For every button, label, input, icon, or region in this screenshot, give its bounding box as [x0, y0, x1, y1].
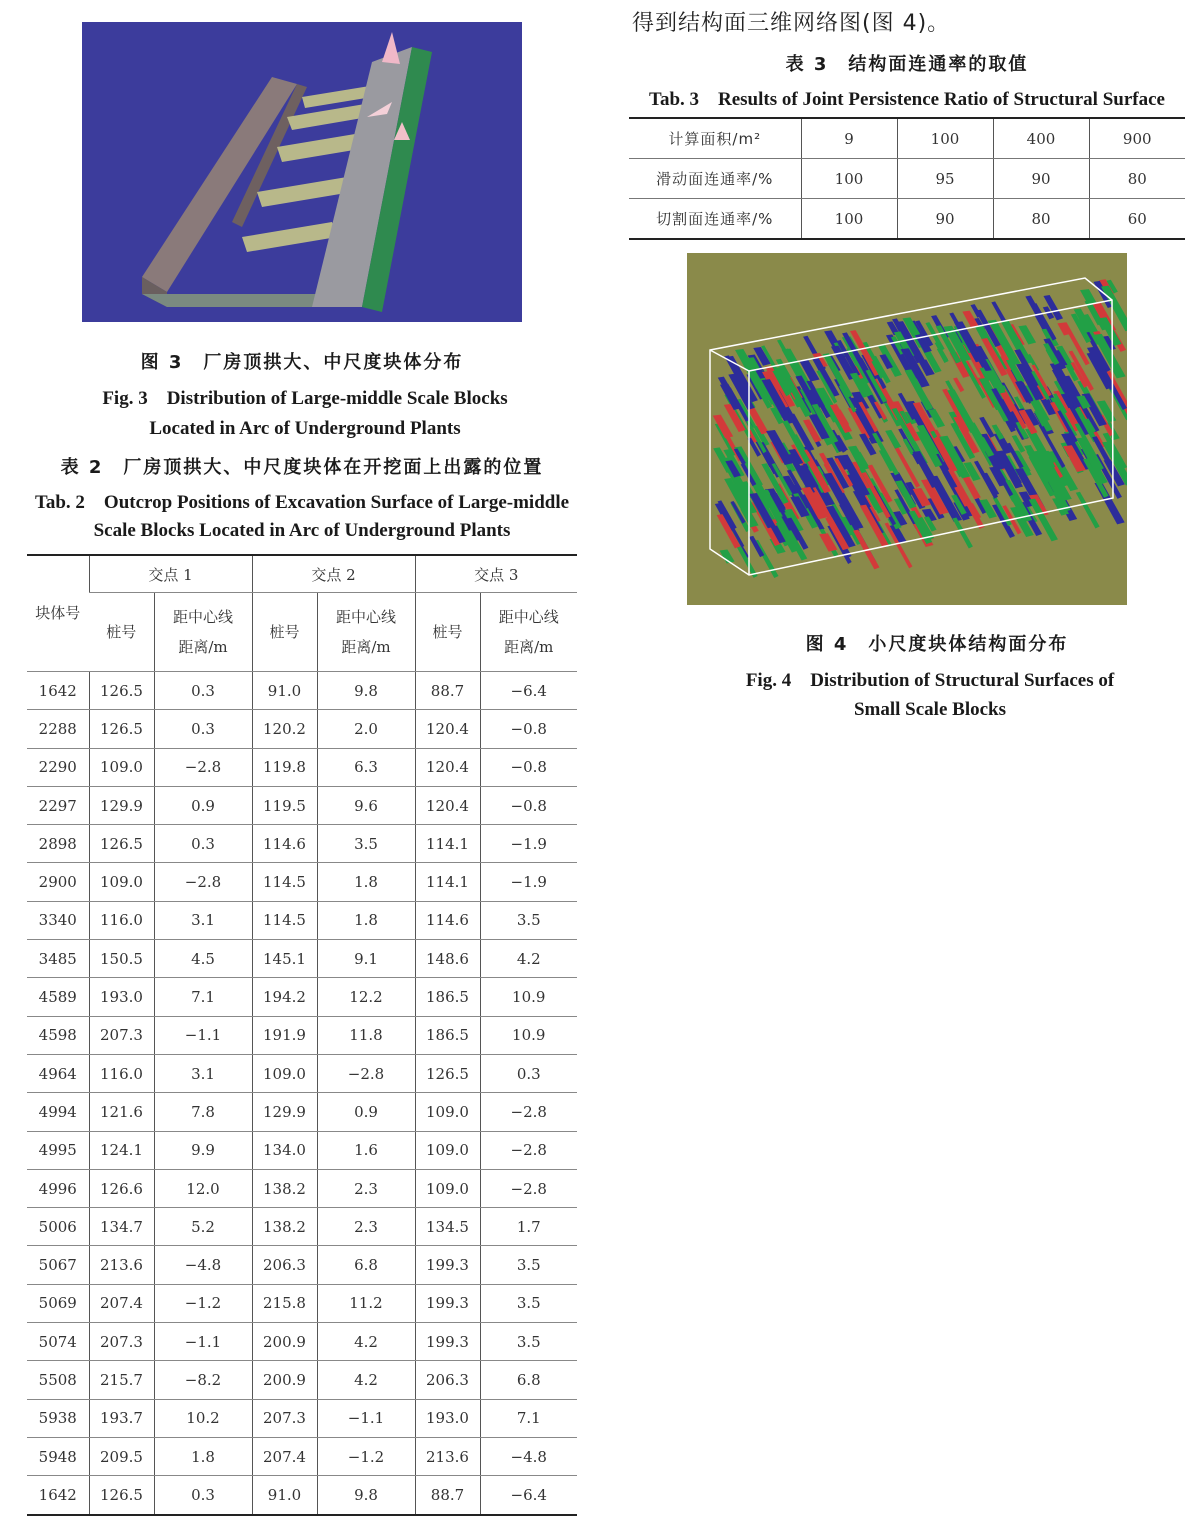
table-row	[27, 1476, 577, 1515]
table-cell: 207.4	[89, 1284, 154, 1322]
table-cell: 100	[801, 159, 897, 199]
table-cell: 109.0	[415, 1093, 480, 1131]
table-cell: 116.0	[89, 1054, 154, 1092]
sub-header-station: 桩号	[252, 593, 317, 672]
table-row	[27, 710, 577, 748]
table-row	[27, 1399, 577, 1437]
group-header-3: 交点 3	[415, 555, 577, 593]
table-cell: 114.1	[415, 863, 480, 901]
table-cell: 2.3	[317, 1208, 415, 1246]
table-row	[27, 1323, 577, 1361]
table-cell: 116.0	[89, 901, 154, 939]
table-cell: 0.3	[154, 825, 252, 863]
table-row	[27, 1093, 577, 1131]
table-cell: 199.3	[415, 1284, 480, 1322]
table-cell: 91.0	[252, 672, 317, 710]
table-cell: 3485	[27, 940, 89, 978]
table-cell: 100	[801, 199, 897, 240]
table-cell: 119.8	[252, 748, 317, 786]
table-row	[27, 1208, 577, 1246]
table-cell: −8.2	[154, 1361, 252, 1399]
table-cell: 10.9	[480, 1016, 577, 1054]
table-cell: 114.6	[415, 901, 480, 939]
table-cell: −4.8	[480, 1437, 577, 1475]
tab3-caption-cn: 表 3 结构面连通率的取值	[785, 54, 1029, 75]
table-cell: 4.2	[317, 1323, 415, 1361]
table-cell: 186.5	[415, 978, 480, 1016]
table-cell: −6.4	[480, 1476, 577, 1515]
table-cell: 114.1	[415, 825, 480, 863]
table-cell: −2.8	[480, 1093, 577, 1131]
table-cell: 5069	[27, 1284, 89, 1322]
sub-header-distance: 距中心线 距离/m	[154, 593, 252, 672]
group-header-1: 交点 1	[89, 555, 252, 593]
table-cell: 109.0	[89, 863, 154, 901]
fig3-caption-en-2: Located in Arc of Underground Plants	[149, 418, 461, 439]
table-cell: 4996	[27, 1169, 89, 1207]
figure-4-image	[687, 253, 1127, 605]
table-cell: 109.0	[415, 1131, 480, 1169]
table-cell: 114.5	[252, 901, 317, 939]
table-cell: 4598	[27, 1016, 89, 1054]
table-cell: −0.8	[480, 786, 577, 824]
table-cell: 7.8	[154, 1093, 252, 1131]
table-cell: 109.0	[415, 1169, 480, 1207]
table-cell: 2900	[27, 863, 89, 901]
table-cell: 3.1	[154, 901, 252, 939]
table-cell: 2297	[27, 786, 89, 824]
table-cell: 129.9	[252, 1093, 317, 1131]
table-cell: 206.3	[415, 1361, 480, 1399]
table-cell: −0.8	[480, 710, 577, 748]
table-cell: 0.3	[480, 1054, 577, 1092]
table-cell: 129.9	[89, 786, 154, 824]
table-cell: 120.4	[415, 710, 480, 748]
table-cell: 95	[897, 159, 993, 199]
table-row	[27, 1246, 577, 1284]
table-cell: 5508	[27, 1361, 89, 1399]
table-cell: 6.8	[317, 1246, 415, 1284]
table-cell: 0.3	[154, 710, 252, 748]
table-row	[27, 672, 577, 710]
table-cell: 150.5	[89, 940, 154, 978]
tab2-caption-en-2: Scale Blocks Located in Arc of Underground Plants	[93, 520, 511, 541]
table-row	[27, 978, 577, 1016]
table-cell: 91.0	[252, 1476, 317, 1515]
table-cell: 120.4	[415, 748, 480, 786]
table-cell: 126.5	[89, 1476, 154, 1515]
table-cell: 213.6	[415, 1437, 480, 1475]
table-cell: 5006	[27, 1208, 89, 1246]
table-cell: −1.1	[154, 1323, 252, 1361]
table-cell: 215.7	[89, 1361, 154, 1399]
table-cell: 193.0	[415, 1399, 480, 1437]
table-cell: 3.1	[154, 1054, 252, 1092]
table-cell: 200.9	[252, 1323, 317, 1361]
table-cell: 114.6	[252, 825, 317, 863]
table-cell: 10.2	[154, 1399, 252, 1437]
table-cell: 191.9	[252, 1016, 317, 1054]
table-cell: 199.3	[415, 1246, 480, 1284]
table-cell: 186.5	[415, 1016, 480, 1054]
table-cell: 3.5	[480, 901, 577, 939]
table-cell: 207.4	[252, 1437, 317, 1475]
table-cell: 2.3	[317, 1169, 415, 1207]
table-cell: 900	[1089, 118, 1185, 159]
table-cell: −1.1	[317, 1399, 415, 1437]
sub-header-station: 桩号	[415, 593, 480, 672]
table-cell: 7.1	[480, 1399, 577, 1437]
table-row	[629, 118, 1185, 159]
table-cell: 6.3	[317, 748, 415, 786]
table-row	[629, 199, 1185, 240]
table-cell: 90	[897, 199, 993, 240]
table-cell: 88.7	[415, 1476, 480, 1515]
table-cell: 199.3	[415, 1323, 480, 1361]
table-cell: 121.6	[89, 1093, 154, 1131]
table-cell: 138.2	[252, 1208, 317, 1246]
table-cell: 134.5	[415, 1208, 480, 1246]
table-cell: 209.5	[89, 1437, 154, 1475]
table-cell: 4.2	[317, 1361, 415, 1399]
table-cell: −4.8	[154, 1246, 252, 1284]
table-cell: 12.0	[154, 1169, 252, 1207]
table-cell: 5.2	[154, 1208, 252, 1246]
table-cell: 148.6	[415, 940, 480, 978]
table-cell: 215.8	[252, 1284, 317, 1322]
table-3	[629, 117, 1185, 240]
table-row	[629, 159, 1185, 199]
table-row	[27, 1016, 577, 1054]
table-cell: 88.7	[415, 672, 480, 710]
table-cell: 0.3	[154, 672, 252, 710]
table-cell: 60	[1089, 199, 1185, 240]
table-row	[27, 748, 577, 786]
table-cell: 120.4	[415, 786, 480, 824]
table-cell: 80	[1089, 159, 1185, 199]
table-cell: 1.7	[480, 1208, 577, 1246]
table-cell: −2.8	[480, 1131, 577, 1169]
table-cell: −2.8	[154, 863, 252, 901]
tab2-caption-en-1: Tab. 2 Outcrop Positions of Excavation Surface of Large-middle	[34, 492, 570, 513]
figure-3-image	[82, 22, 522, 322]
table-cell: 11.8	[317, 1016, 415, 1054]
table-cell: 126.5	[89, 825, 154, 863]
table-cell: 109.0	[252, 1054, 317, 1092]
table-cell: 193.0	[89, 978, 154, 1016]
col-header-block: 块体号	[27, 555, 89, 672]
table-cell: 200.9	[252, 1361, 317, 1399]
table-cell: 90	[993, 159, 1089, 199]
table-cell: 134.7	[89, 1208, 154, 1246]
table-row	[27, 1437, 577, 1475]
table-cell: 11.2	[317, 1284, 415, 1322]
table-row	[27, 825, 577, 863]
table-cell: −0.8	[480, 748, 577, 786]
table-cell: 0.9	[317, 1093, 415, 1131]
table-cell: 0.3	[154, 1476, 252, 1515]
table-cell: 5074	[27, 1323, 89, 1361]
table-row	[27, 1169, 577, 1207]
table-cell: 10.9	[480, 978, 577, 1016]
table-cell: 138.2	[252, 1169, 317, 1207]
table-cell: 207.3	[89, 1323, 154, 1361]
table-cell: 2898	[27, 825, 89, 863]
table-cell: 3.5	[480, 1284, 577, 1322]
table-cell: 5948	[27, 1437, 89, 1475]
table-cell: 7.1	[154, 978, 252, 1016]
intro-text: 得到结构面三维网络图(图 4)。	[632, 11, 951, 36]
table-cell: 2.0	[317, 710, 415, 748]
table-cell: 5067	[27, 1246, 89, 1284]
table-cell: −2.8	[480, 1169, 577, 1207]
table-cell: −1.1	[154, 1016, 252, 1054]
table-cell: 9.9	[154, 1131, 252, 1169]
table-cell: 4995	[27, 1131, 89, 1169]
table-row	[27, 1054, 577, 1092]
table-cell: 4.5	[154, 940, 252, 978]
sub-header-distance: 距中心线 距离/m	[480, 593, 577, 672]
table-cell: 3.5	[480, 1323, 577, 1361]
table-cell: 1.8	[317, 863, 415, 901]
table-cell: 126.6	[89, 1169, 154, 1207]
fig4-caption-en-1: Fig. 4 Distribution of Structural Surfaces of	[745, 670, 1115, 691]
fig4-caption-en-2: Small Scale Blocks	[853, 699, 1006, 720]
table-row	[27, 786, 577, 824]
tab2-caption-cn: 表 2 厂房顶拱大、中尺度块体在开挖面上出露的位置	[60, 457, 544, 478]
table-cell: 193.7	[89, 1399, 154, 1437]
table-cell: 114.5	[252, 863, 317, 901]
table-cell: 145.1	[252, 940, 317, 978]
table-2	[27, 554, 577, 1516]
table-cell: 3340	[27, 901, 89, 939]
table-row	[27, 1361, 577, 1399]
table-cell: 1.8	[154, 1437, 252, 1475]
fig3-caption-en-1: Fig. 3 Distribution of Large-middle Scale Blocks	[102, 388, 508, 409]
fig4-caption-cn: 图 4 小尺度块体结构面分布	[805, 634, 1069, 655]
table-cell: 0.9	[154, 786, 252, 824]
table-cell: 213.6	[89, 1246, 154, 1284]
table-cell: 6.8	[480, 1361, 577, 1399]
table-cell: 1.6	[317, 1131, 415, 1169]
table-cell: 126.5	[89, 672, 154, 710]
group-header-2: 交点 2	[252, 555, 415, 593]
table-cell: 2288	[27, 710, 89, 748]
table-row	[27, 940, 577, 978]
table-cell: 9.8	[317, 1476, 415, 1515]
table-cell: 80	[993, 199, 1089, 240]
table-cell: 4964	[27, 1054, 89, 1092]
table-cell: 3.5	[480, 1246, 577, 1284]
table-cell: −1.9	[480, 825, 577, 863]
table-cell: 4589	[27, 978, 89, 1016]
table-cell: 12.2	[317, 978, 415, 1016]
table-cell: −1.9	[480, 863, 577, 901]
row-header: 计算面积/m²	[629, 118, 801, 159]
table-cell: −6.4	[480, 672, 577, 710]
table-cell: 9	[801, 118, 897, 159]
table-cell: 4994	[27, 1093, 89, 1131]
table-row	[27, 901, 577, 939]
sub-header-distance: 距中心线 距离/m	[317, 593, 415, 672]
table-cell: 1.8	[317, 901, 415, 939]
table-cell: 9.6	[317, 786, 415, 824]
table-cell: 124.1	[89, 1131, 154, 1169]
table-cell: 1642	[27, 672, 89, 710]
table-cell: −2.8	[317, 1054, 415, 1092]
table-cell: 3.5	[317, 825, 415, 863]
table-cell: 109.0	[89, 748, 154, 786]
table-cell: 100	[897, 118, 993, 159]
table-row	[27, 1284, 577, 1322]
table-cell: 207.3	[89, 1016, 154, 1054]
table-cell: 194.2	[252, 978, 317, 1016]
sub-header-station: 桩号	[89, 593, 154, 672]
table-cell: 400	[993, 118, 1089, 159]
table-cell: −1.2	[154, 1284, 252, 1322]
table-cell: 9.8	[317, 672, 415, 710]
table-cell: 134.0	[252, 1131, 317, 1169]
table-cell: 120.2	[252, 710, 317, 748]
table-cell: 1642	[27, 1476, 89, 1515]
table-cell: 9.1	[317, 940, 415, 978]
table-cell: 119.5	[252, 786, 317, 824]
row-header: 切割面连通率/%	[629, 199, 801, 240]
table-cell: −1.2	[317, 1437, 415, 1475]
row-header: 滑动面连通率/%	[629, 159, 801, 199]
table-cell: 207.3	[252, 1399, 317, 1437]
table-cell: 2290	[27, 748, 89, 786]
table-cell: −2.8	[154, 748, 252, 786]
table-row	[27, 1131, 577, 1169]
table-cell: 4.2	[480, 940, 577, 978]
table-cell: 206.3	[252, 1246, 317, 1284]
table-row	[27, 863, 577, 901]
table-cell: 126.5	[89, 710, 154, 748]
table-cell: 5938	[27, 1399, 89, 1437]
table-cell: 126.5	[415, 1054, 480, 1092]
tab3-caption-en: Tab. 3 Results of Joint Persistence Ratio of Structural Surface	[649, 89, 1165, 110]
fig3-caption-cn: 图 3 厂房顶拱大、中尺度块体分布	[140, 352, 464, 373]
